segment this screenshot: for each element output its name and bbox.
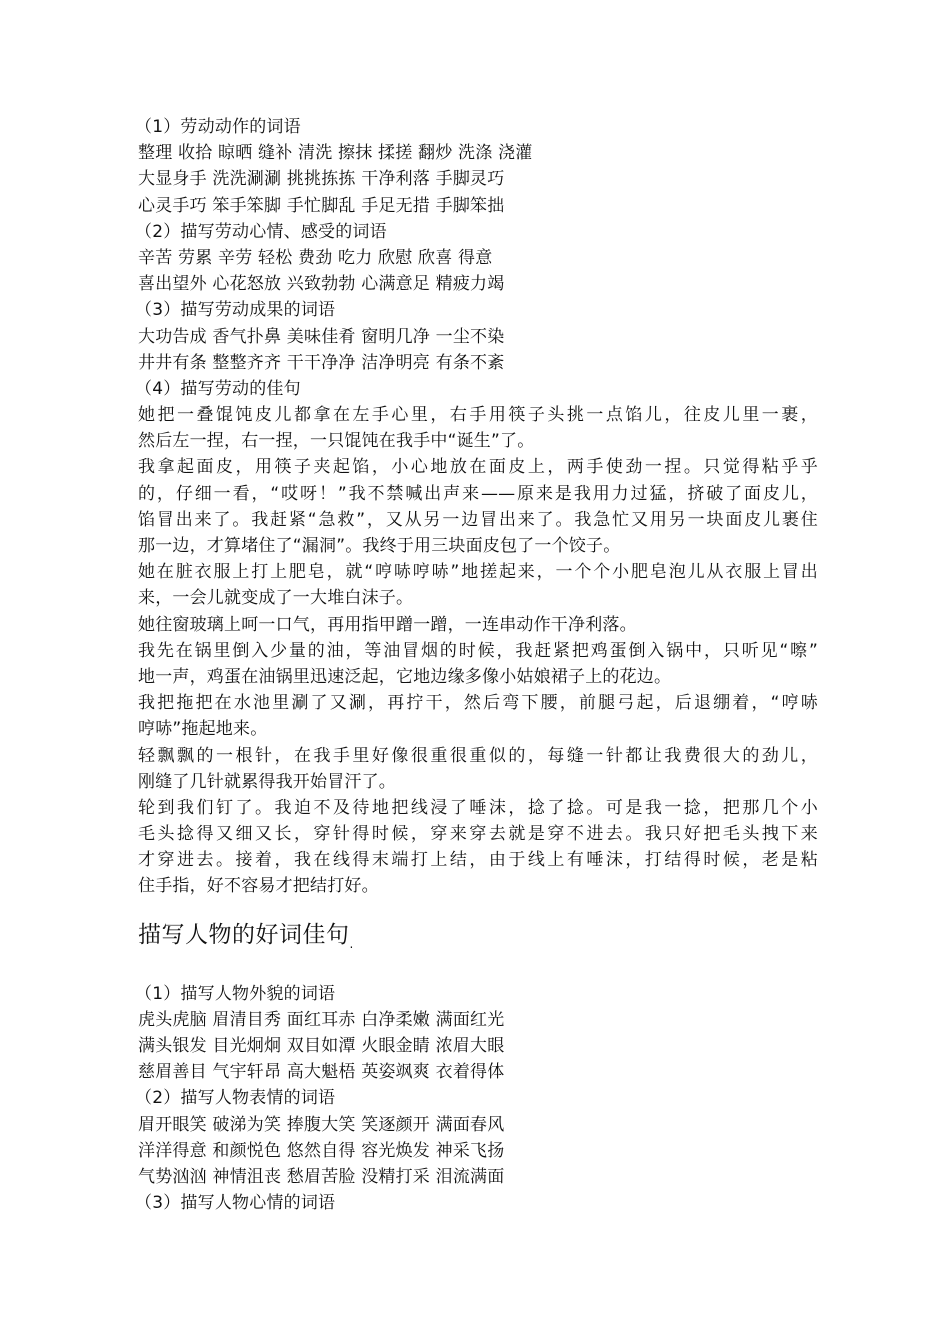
sentence-paragraph bbox=[138, 559, 818, 611]
document-page bbox=[135, 114, 818, 1216]
word-row: 虎头虎脑 眉清目秀 面红耳赤 白净柔嫩 满面红光 bbox=[138, 1009, 505, 1030]
paragraph-line: 才穿进去。接着，我在线得末端打上结，由于线上有唾沫，打结得时候，老是粘 bbox=[138, 850, 818, 871]
paragraph-line: 她往窗玻璃上呵一口气，再用指甲蹭一蹭，一连串动作干净利落。 bbox=[138, 614, 637, 635]
paragraph-line: 轮到我们钉了。我迫不及待地把线浸了唾沫，捻了捻。可是我一捻，把那几个小 bbox=[138, 797, 818, 818]
paragraph-line: 住手指，好不容易才把结打好。 bbox=[138, 876, 379, 897]
sentence-paragraph bbox=[138, 612, 818, 638]
paragraph-line: 毛头捻得又细又长，穿针得时候，穿来穿去就是穿不进去。我只好把毛头拽下来 bbox=[138, 824, 818, 845]
sentence-paragraph bbox=[138, 743, 818, 795]
paragraph-line: 我把拖把在水池里涮了又涮，再拧干，然后弯下腰，前腿弓起，后退绷着，“哼哧 bbox=[138, 693, 818, 714]
word-row: 心灵手巧 笨手笨脚 手忙脚乱 手足无措 手脚笨拙 bbox=[138, 195, 505, 216]
section-heading-characters bbox=[138, 920, 818, 959]
paragraph-line: 哼哧”拖起地来。 bbox=[138, 719, 268, 740]
subheading-labor-results: （3）描写劳动成果的词语 bbox=[135, 300, 336, 321]
section-heading-text: 描写人物的好词佳句 bbox=[138, 921, 350, 948]
word-row: 洋洋得意 和颜悦色 悠然自得 容光焕发 神采飞扬 bbox=[138, 1140, 505, 1161]
paragraph-line: 我先在锅里倒入少量的油，等油冒烟的时候，我赶紧把鸡蛋倒入锅中，只听见“嚓” bbox=[138, 640, 818, 661]
paragraph-line: 来，一会儿就变成了一大堆白沫子。 bbox=[138, 588, 414, 609]
paragraph-line: 她在脏衣服上打上肥皂，就“哼哧哼哧”地搓起来，一个个小肥皂泡儿从衣服上冒出 bbox=[138, 562, 818, 583]
word-row: 井井有条 整整齐齐 干干净净 洁净明亮 有条不紊 bbox=[138, 352, 505, 373]
word-row: 眉开眼笑 破涕为笑 捧腹大笑 笑逐颜开 满面春风 bbox=[138, 1114, 505, 1135]
word-row: 满头银发 目光炯炯 双目如潭 火眼金睛 浓眉大眼 bbox=[138, 1036, 505, 1056]
word-row: 辛苦 劳累 辛劳 轻松 费劲 吃力 欣慰 欣喜 得意 bbox=[138, 247, 493, 268]
word-row: 大功告成 香气扑鼻 美味佳肴 窗明几净 一尘不染 bbox=[138, 326, 505, 347]
subheading-moods: （3）描写人物心情的词语 bbox=[135, 1193, 336, 1214]
word-row: 整理 收拾 晾晒 缝补 清洗 擦抹 揉搓 翻炒 洗涤 浇灌 bbox=[138, 143, 533, 164]
paragraph-line: 的，仔细一看，“哎呀！”我不禁喊出声来——原来是我用力过猛，挤破了面皮儿， bbox=[138, 483, 818, 504]
sentence-paragraph bbox=[138, 454, 818, 559]
subheading-expressions: （2）描写人物表情的词语 bbox=[135, 1088, 336, 1109]
word-row: 喜出望外 心花怒放 兴致勃勃 心满意足 精疲力竭 bbox=[138, 274, 505, 295]
sentence-paragraph bbox=[138, 690, 818, 742]
word-row: 气势汹汹 神情沮丧 愁眉苦脸 没精打采 泪流满面 bbox=[138, 1166, 505, 1187]
paragraph-line: 她把一叠馄饨皮儿都拿在左手心里，右手用筷子头挑一点馅儿，往皮儿里一裹， bbox=[138, 405, 818, 426]
subheading-appearance: （1）描写人物外貌的词语 bbox=[135, 983, 336, 1004]
paragraph-line: 馅冒出来了。我赶紧“急救”，又从另一边冒出来了。我急忙又用另一块面皮儿裹住 bbox=[138, 509, 818, 530]
section-heading-dot: . bbox=[349, 936, 354, 951]
sentence-paragraph bbox=[138, 402, 818, 454]
subheading-labor-feelings: （2）描写劳动心情、感受的词语 bbox=[135, 221, 387, 242]
paragraph-line: 然后左一捏，右一捏，一只馄饨在我手中“诞生”了。 bbox=[138, 431, 535, 452]
word-row: 慈眉善目 气宇轩昂 高大魁梧 英姿飒爽 衣着得体 bbox=[138, 1062, 505, 1083]
paragraph-line: 那一边，才算堵住了“漏洞”。我终于用三块面皮包了一个饺子。 bbox=[138, 536, 621, 556]
paragraph-line: 刚缝了几针就累得我开始冒汗了。 bbox=[138, 771, 396, 792]
paragraph-line: 轻飘飘的一根针，在我手里好像很重很重似的，每缝一针都让我费很大的劲儿， bbox=[138, 745, 818, 766]
sentence-paragraph bbox=[138, 638, 818, 690]
paragraph-line: 我拿起面皮，用筷子夹起馅，小心地放在面皮上，两手使劲一捏。只觉得粘乎乎 bbox=[138, 457, 818, 478]
subheading-labor-actions: （1）劳动动作的词语 bbox=[135, 117, 301, 137]
paragraph-line: 地一声，鸡蛋在油锅里迅速泛起，它地边缘多像小姑娘裙子上的花边。 bbox=[138, 666, 672, 687]
word-row: 大显身手 洗洗涮涮 挑挑拣拣 干净利落 手脚灵巧 bbox=[138, 169, 505, 190]
subheading-labor-sentences: （4）描写劳动的佳句 bbox=[135, 378, 301, 399]
sentence-paragraph bbox=[138, 795, 818, 900]
